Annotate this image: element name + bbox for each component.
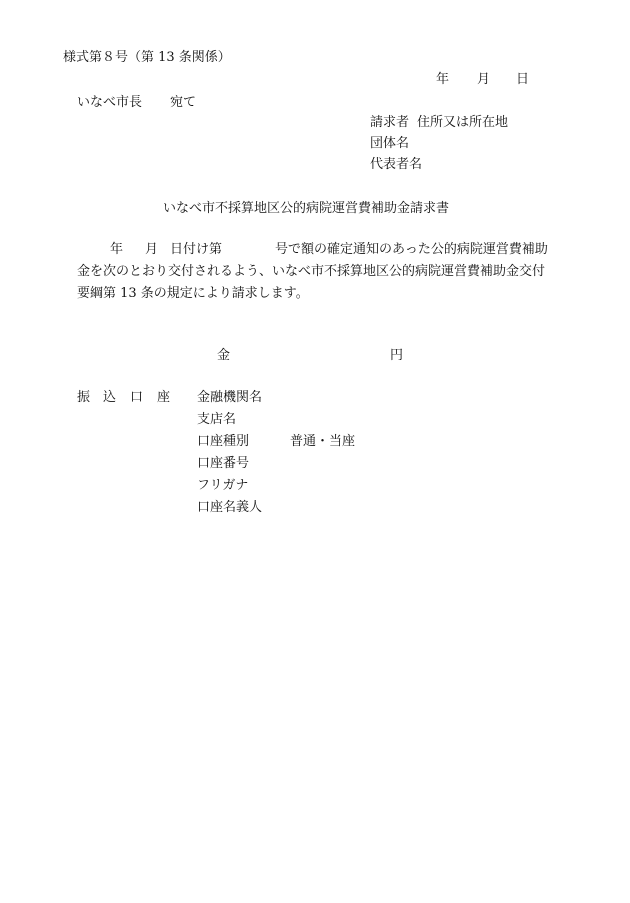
amount-unit: 円	[390, 348, 404, 363]
addressee-name: いなべ市長	[77, 95, 143, 110]
body-date-no-label: 日付け第	[170, 242, 223, 257]
addressee-suffix: 宛て	[170, 95, 197, 110]
bank-branch-label: 支店名	[197, 412, 237, 427]
bank-label-char-2: 込	[103, 390, 117, 405]
bank-label-char-1: 振	[77, 390, 91, 405]
date-day-label: 日	[516, 72, 530, 87]
date-year-label: 年	[436, 72, 450, 87]
bank-account-type-label: 口座種別	[197, 434, 250, 449]
body-month-label: 月	[145, 242, 159, 257]
address-label: 住所又は所在地	[417, 115, 509, 130]
bank-account-type-value: 普通・当座	[290, 434, 356, 449]
body-line3: 要綱第 13 条の規定により請求します。	[77, 286, 309, 301]
bank-holder-label: 口座名義人	[197, 500, 263, 515]
organization-label: 団体名	[370, 136, 410, 151]
bank-institution-label: 金融機関名	[197, 390, 263, 405]
document-title: いなべ市不採算地区公的病院運営費補助金請求書	[163, 201, 450, 216]
form-number: 様式第８号（第 13 条関係）	[63, 50, 231, 65]
bank-label-char-3: 口	[130, 390, 144, 405]
body-year-label: 年	[110, 242, 124, 257]
bank-furigana-label: フリガナ	[197, 478, 249, 493]
bank-account-number-label: 口座番号	[197, 456, 250, 471]
body-line1-rest: 号で額の確定通知のあった公的病院運営費補助	[275, 242, 548, 257]
date-month-label: 月	[477, 72, 491, 87]
body-line2: 金を次のとおり交付されるよう、いなべ市不採算地区公的病院運営費補助金交付	[77, 264, 546, 279]
bank-label-char-4: 座	[157, 390, 171, 405]
amount-prefix: 金	[217, 348, 231, 363]
claimant-label: 請求者	[370, 115, 410, 130]
representative-label: 代表者名	[370, 157, 423, 172]
